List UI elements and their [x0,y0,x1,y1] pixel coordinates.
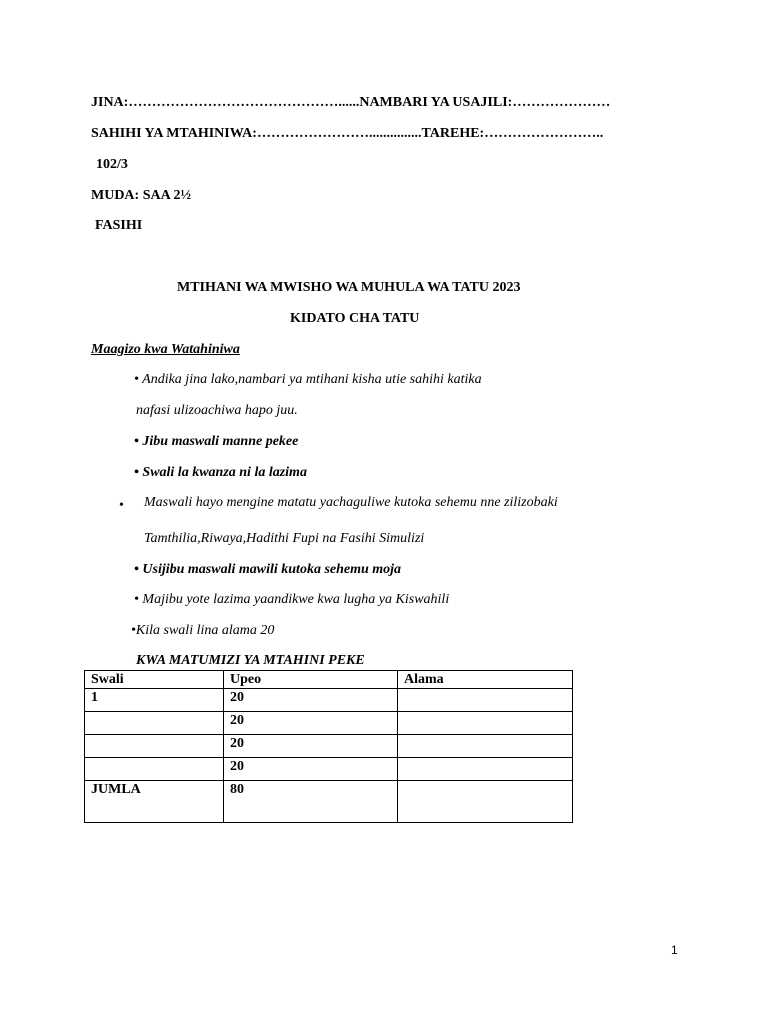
table-cell: 20 [224,735,398,758]
table-row [85,689,573,712]
table-row [85,758,573,781]
table-cell: 20 [224,712,398,735]
table-cell: 20 [224,689,398,712]
instruction-item: Tamthilia,Riwaya,Hadithi Fupi na Fasihi Simulizi [144,531,425,546]
instruction-item: • Majibu yote lazima yaandikwe kwa lugha ya Kiswahili [134,592,450,607]
paper-code: 102/3 [96,157,128,172]
table-cell [398,712,573,735]
instruction-item: • Andika jina lako,nambari ya mtihani kisha utie sahihi katika [134,372,482,387]
table-cell: 1 [85,689,224,712]
instruction-item: •Kila swali lina alama 20 [131,623,275,638]
form-title: KIDATO CHA TATU [290,311,420,326]
table-header: Upeo [224,671,398,689]
table-cell: 80 [224,781,398,823]
table-caption: KWA MATUMIZI YA MTAHINI PEKE [136,653,365,668]
instructions-heading: Maagizo kwa Watahiniwa [91,342,240,357]
table-cell [85,758,224,781]
subject: FASIHI [95,218,143,233]
instruction-item: • Usijibu maswali mawili kutoka sehemu moja [134,562,402,577]
table-header: Alama [398,671,573,689]
table-cell [85,712,224,735]
table-cell [85,735,224,758]
table-total-row [85,781,573,823]
instruction-item: • Swali la kwanza ni la lazima [134,465,307,480]
marks-table [84,670,573,823]
duration: MUDA: SAA 2½ [91,188,191,203]
table-cell [398,689,573,712]
exam-title: MTIHANI WA MWISHO WA MUHULA WA TATU 2023 [177,280,521,295]
table-row [85,735,573,758]
table-cell [398,758,573,781]
table-cell [398,735,573,758]
bullet-dot: • [119,498,124,513]
page-number: 1 [671,943,678,957]
instruction-item: Maswali hayo mengine matatu yachaguliwe kutoka sehemu nne zilizobaki [144,495,558,510]
name-reg-line: JINA:………………………………………......NAMBARI YA USAJILI:………………… [91,95,611,110]
table-cell: 20 [224,758,398,781]
table-row [85,712,573,735]
table-cell: JUMLA [85,781,224,823]
instruction-item: nafasi ulizoachiwa hapo juu. [136,403,298,418]
table-cell [398,781,573,823]
instruction-item: • Jibu maswali manne pekee [134,434,299,449]
table-header: Swali [85,671,224,689]
signature-date-line: SAHIHI YA MTAHINIWA:……………………...............TAREHE:…………………….. [91,126,604,141]
